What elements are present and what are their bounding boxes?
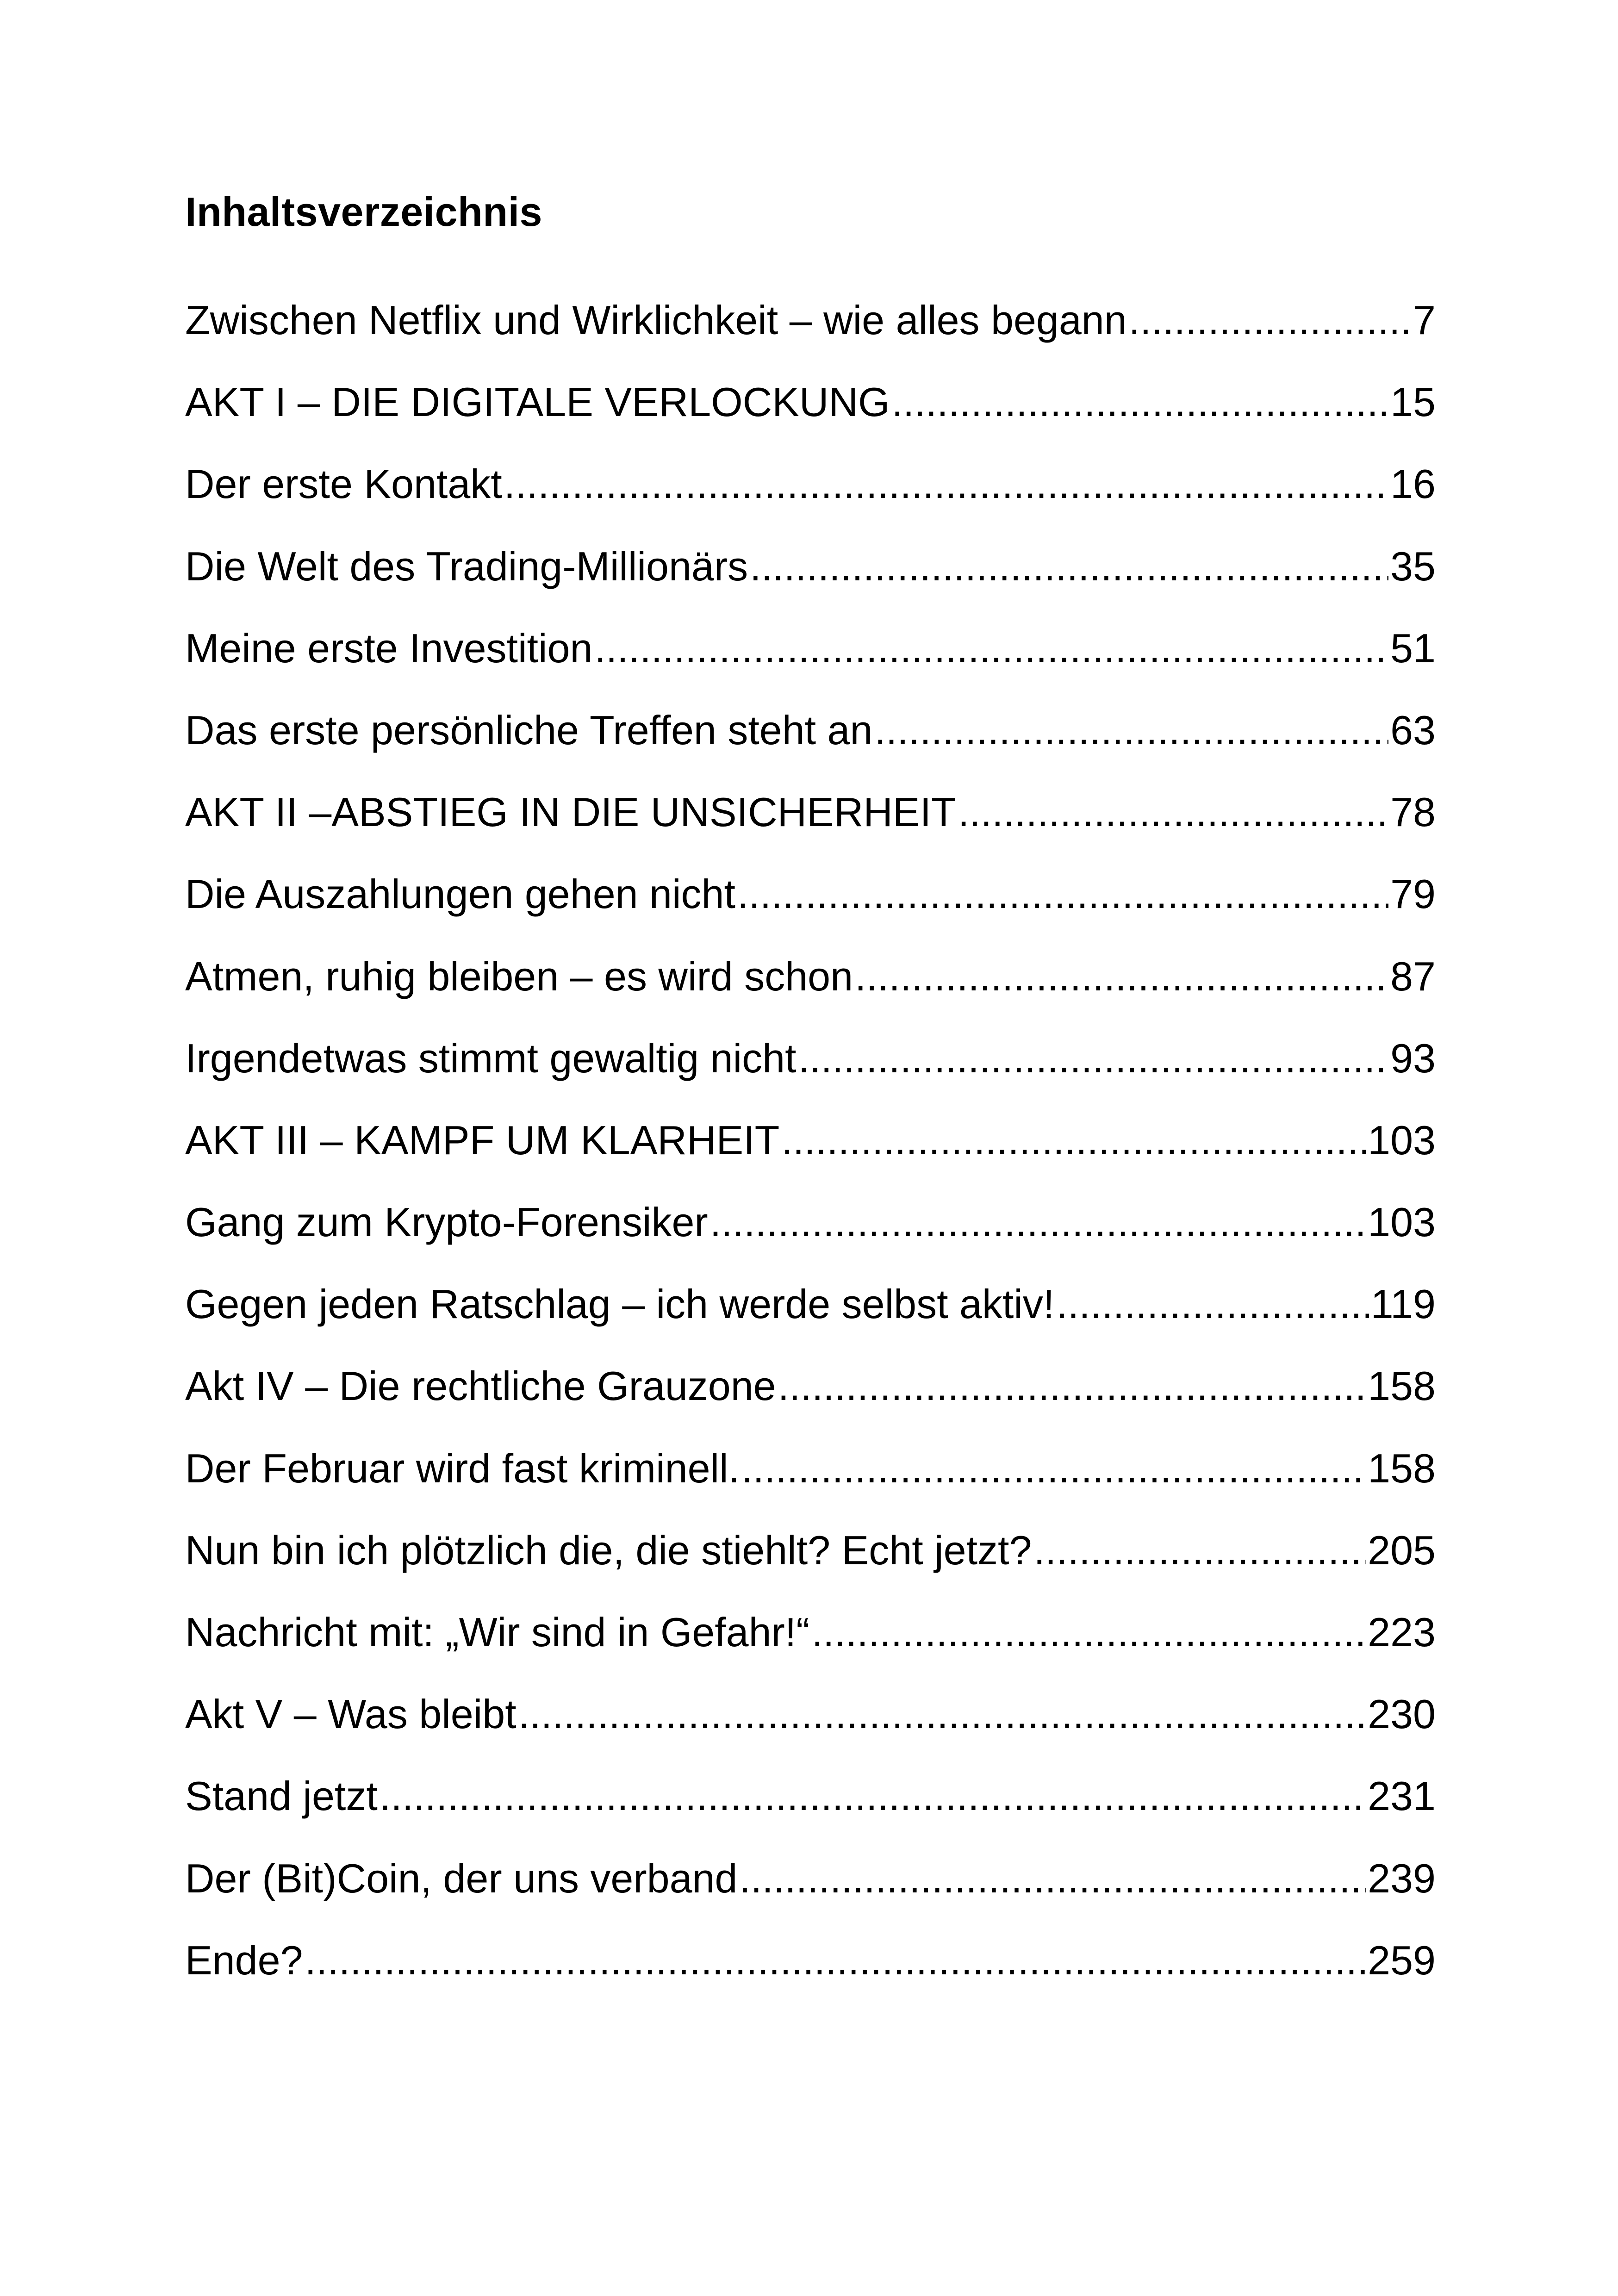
toc-entry-title: Der (Bit)Coin, der uns verband xyxy=(185,1855,738,1901)
toc-dot-leader xyxy=(741,1441,1366,1496)
toc-dot-leader xyxy=(518,1686,1366,1742)
toc-entry-title: AKT II –ABSTIEG IN DIE UNSICHERHEIT xyxy=(185,789,956,835)
toc-dot-leader xyxy=(855,949,1388,1004)
toc-entry-title: Meine erste Investition xyxy=(185,625,593,671)
toc-entry-title: Nachricht mit: „Wir sind in Gefahr!“ xyxy=(185,1609,810,1655)
toc-dot-leader xyxy=(891,374,1388,430)
toc-entry-title: Gegen jeden Ratschlag – ich werde selbst aktiv! xyxy=(185,1281,1055,1327)
toc-entry-title: Akt IV – Die rechtliche Grauzone xyxy=(185,1363,776,1409)
toc-entry-title: Ende? xyxy=(185,1937,303,1983)
toc-heading: Inhaltsverzeichnis xyxy=(185,189,542,235)
toc-entry[interactable] xyxy=(185,866,1436,948)
toc-entry-page: 158 xyxy=(1368,1445,1436,1491)
toc-entry[interactable] xyxy=(185,1031,1436,1113)
toc-dot-leader xyxy=(781,1113,1366,1168)
toc-entry-page: 78 xyxy=(1390,789,1436,835)
toc-entry-page: 223 xyxy=(1368,1609,1436,1655)
toc-entry[interactable] xyxy=(185,949,1436,1031)
toc-entry[interactable] xyxy=(185,456,1436,538)
toc-entry[interactable] xyxy=(185,1195,1436,1276)
toc-entry-page: 103 xyxy=(1368,1117,1436,1163)
toc-dot-leader xyxy=(710,1195,1366,1250)
toc-dot-leader xyxy=(737,866,1388,922)
toc-entry-page: 231 xyxy=(1368,1773,1436,1819)
toc-entry-page: 51 xyxy=(1390,625,1436,671)
toc-entry-title: Das erste persönliche Treffen steht an xyxy=(185,707,873,753)
toc-dot-leader xyxy=(1129,292,1411,348)
toc-entry-title: Nun bin ich plötzlich die, die stiehlt? Echt jetzt? xyxy=(185,1527,1032,1573)
toc-dot-leader xyxy=(739,1851,1366,1906)
toc-dot-leader xyxy=(1056,1276,1369,1332)
toc-entry-page: 205 xyxy=(1368,1527,1436,1573)
toc-dot-leader xyxy=(874,703,1388,758)
toc-entry[interactable] xyxy=(185,1851,1436,1933)
toc-entry-page: 93 xyxy=(1390,1035,1436,1081)
toc-entry[interactable] xyxy=(185,784,1436,866)
toc-entry[interactable] xyxy=(185,1358,1436,1440)
toc-dot-leader xyxy=(1033,1523,1366,1578)
toc-entry-title: Gang zum Krypto-Forensiker xyxy=(185,1199,708,1245)
toc-entry-page: 103 xyxy=(1368,1199,1436,1245)
toc-entry-page: 158 xyxy=(1368,1363,1436,1409)
toc-entry-title: Die Auszahlungen gehen nicht xyxy=(185,871,735,917)
toc-entry-page: 259 xyxy=(1368,1937,1436,1983)
toc-dot-leader xyxy=(812,1605,1366,1660)
toc-entry[interactable] xyxy=(185,539,1436,621)
toc-entry[interactable] xyxy=(185,1441,1436,1523)
toc-entry-page: 230 xyxy=(1368,1691,1436,1737)
toc-dot-leader xyxy=(594,621,1388,676)
toc-entry[interactable] xyxy=(185,621,1436,703)
toc-entry[interactable] xyxy=(185,1768,1436,1850)
toc-entry-title: Die Welt des Trading-Millionärs xyxy=(185,543,748,589)
toc-dot-leader xyxy=(798,1031,1389,1086)
toc-entry-title: Der Februar wird fast kriminell. xyxy=(185,1445,740,1491)
toc-entry-page: 63 xyxy=(1390,707,1436,753)
toc-entry-title: Stand jetzt xyxy=(185,1773,378,1819)
toc-entry[interactable] xyxy=(185,1113,1436,1195)
toc-entry[interactable] xyxy=(185,1523,1436,1605)
toc-entry-page: 7 xyxy=(1413,297,1436,343)
toc-entry-title: Atmen, ruhig bleiben – es wird schon xyxy=(185,953,853,999)
toc-dot-leader xyxy=(750,539,1388,594)
toc-entry[interactable] xyxy=(185,1276,1436,1358)
toc-dot-leader xyxy=(305,1933,1366,1988)
toc-entry-page: 239 xyxy=(1368,1855,1436,1901)
toc-entry-title: Irgendetwas stimmt gewaltig nicht xyxy=(185,1035,797,1081)
toc-entry[interactable] xyxy=(185,1686,1436,1768)
toc-entry-page: 87 xyxy=(1390,953,1436,999)
toc-entry-page: 79 xyxy=(1390,871,1436,917)
toc-entry-title: AKT I – DIE DIGITALE VERLOCKUNG xyxy=(185,379,890,425)
toc-dot-leader xyxy=(778,1358,1366,1414)
toc-entry[interactable] xyxy=(185,1933,1436,2015)
toc-entry[interactable] xyxy=(185,374,1436,456)
toc-list xyxy=(185,292,1436,2015)
toc-entry-title: Zwischen Netflix und Wirklichkeit – wie alles begann xyxy=(185,297,1127,343)
toc-entry-title: Der erste Kontakt xyxy=(185,461,502,507)
toc-entry-title: AKT III – KAMPF UM KLARHEIT xyxy=(185,1117,780,1163)
toc-dot-leader xyxy=(504,456,1388,512)
toc-dot-leader xyxy=(958,784,1388,840)
toc-entry[interactable] xyxy=(185,703,1436,784)
toc-entry-page: 15 xyxy=(1390,379,1436,425)
toc-entry-title: Akt V – Was bleibt xyxy=(185,1691,517,1737)
toc-entry-page: 119 xyxy=(1370,1281,1436,1327)
toc-entry-page: 35 xyxy=(1390,543,1436,589)
toc-entry[interactable] xyxy=(185,292,1436,374)
toc-entry-page: 16 xyxy=(1390,461,1436,507)
toc-dot-leader xyxy=(380,1768,1366,1824)
toc-entry[interactable] xyxy=(185,1605,1436,1686)
